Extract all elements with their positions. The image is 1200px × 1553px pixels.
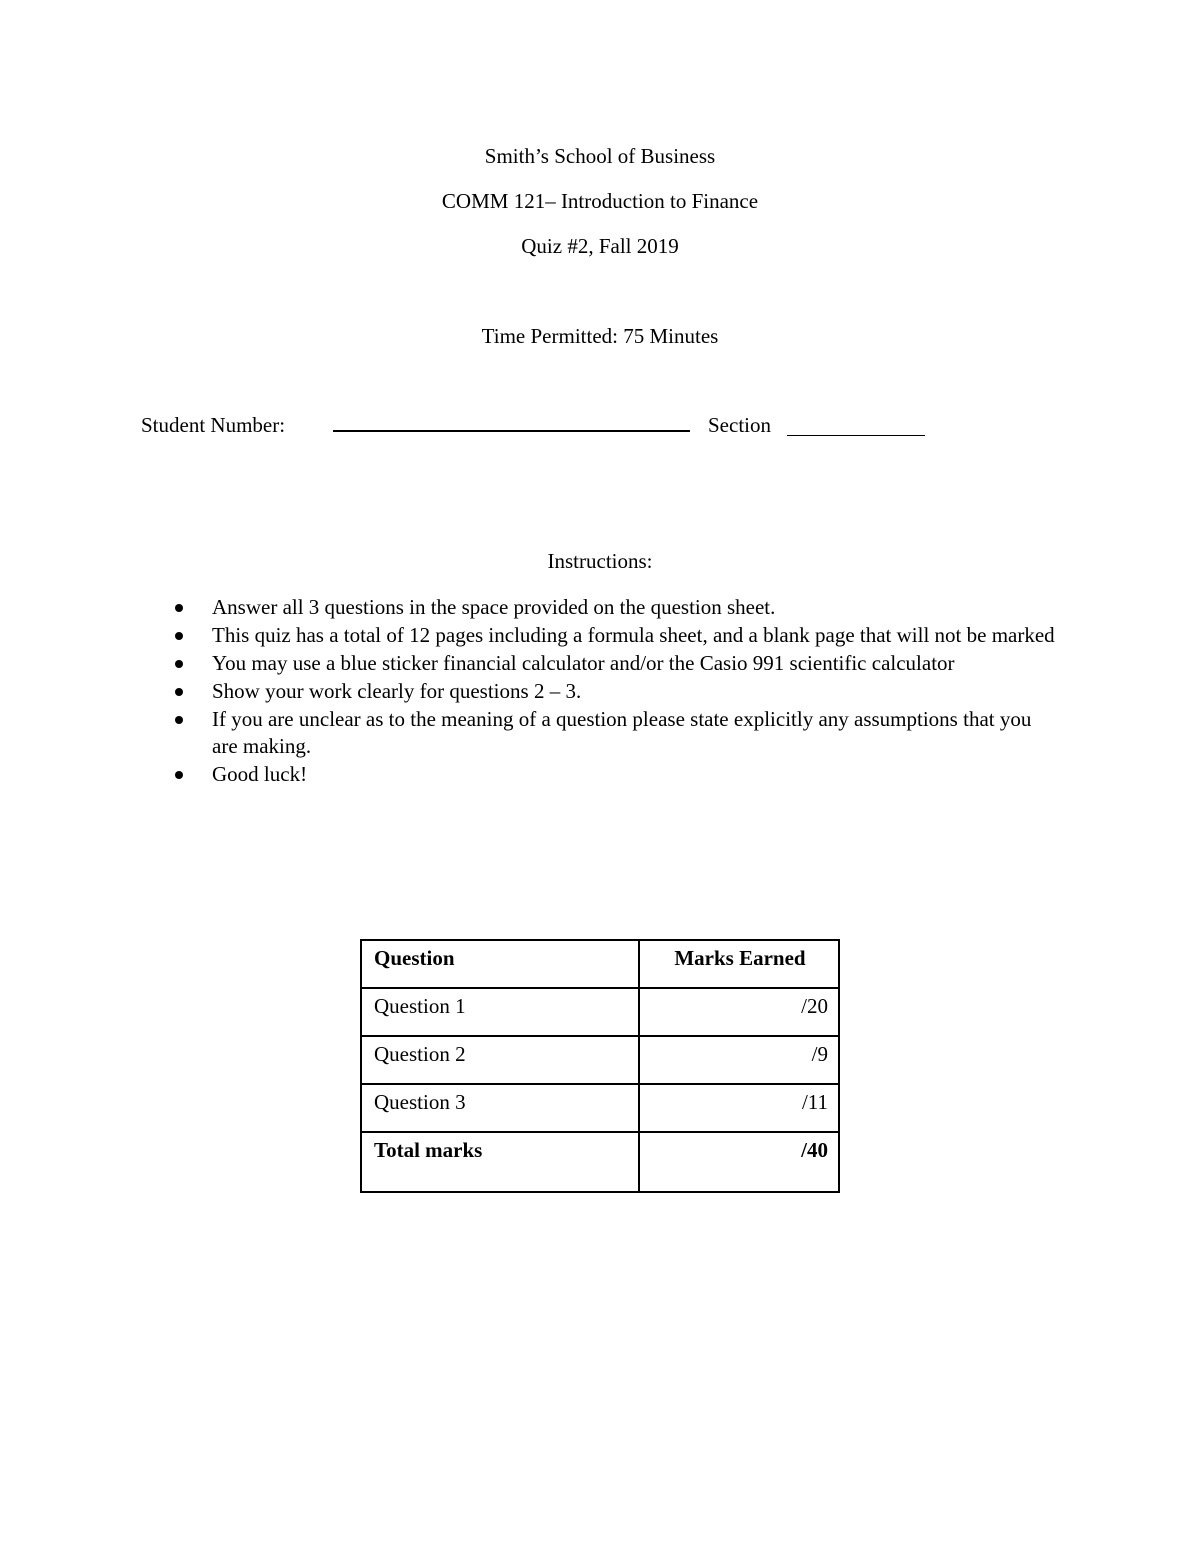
instruction-item: [172, 761, 1062, 788]
instruction-text: Answer all 3 questions in the space provided on the question sheet.: [212, 595, 776, 619]
section-field[interactable]: [787, 435, 925, 436]
marks-table: [360, 939, 840, 1193]
total-marks: /40: [639, 1132, 839, 1192]
instructions-list: [172, 594, 1062, 789]
instruction-text: Good luck!: [212, 762, 308, 786]
bullet-icon: [175, 604, 183, 612]
table-row: [361, 1036, 839, 1084]
instruction-item: [172, 594, 1062, 621]
header-marks-earned: Marks Earned: [639, 940, 839, 988]
table-header-row: [361, 940, 839, 988]
bullet-icon: [175, 771, 183, 779]
question-cell: Question 3: [361, 1084, 639, 1132]
section-label: Section: [708, 413, 771, 437]
time-permitted: Time Permitted: 75 Minutes: [481, 324, 719, 348]
bullet-icon: [175, 716, 183, 724]
table-row: [361, 1084, 839, 1132]
question-cell: Question 2: [361, 1036, 639, 1084]
question-cell: Question 1: [361, 988, 639, 1036]
bullet-icon: [175, 688, 183, 696]
instruction-text: You may use a blue sticker financial calculator and/or the Casio 991 scientific calculator: [212, 651, 955, 675]
instruction-text: Show your work clearly for questions 2 – 3.: [212, 679, 582, 703]
marks-cell: /9: [639, 1036, 839, 1084]
total-label: Total marks: [361, 1132, 639, 1192]
total-row: [361, 1132, 839, 1192]
school-name: Smith’s School of Business: [484, 144, 716, 168]
instruction-text: This quiz has a total of 12 pages including a formula sheet, and a blank page that will not be marked: [212, 623, 1055, 647]
student-number-label: Student Number:: [141, 413, 286, 437]
instruction-item: [172, 650, 1062, 677]
quiz-title: Quiz #2, Fall 2019: [521, 234, 679, 258]
instruction-item: [172, 706, 1062, 760]
bullet-icon: [175, 660, 183, 668]
student-number-field[interactable]: [333, 430, 690, 432]
marks-cell: /20: [639, 988, 839, 1036]
table-row: [361, 988, 839, 1036]
marks-cell: /11: [639, 1084, 839, 1132]
instruction-item: [172, 622, 1062, 649]
instruction-item: [172, 678, 1062, 705]
header-question: Question: [361, 940, 639, 988]
instruction-text: If you are unclear as to the meaning of a question please state explicitly any assumptions that you are making.: [212, 707, 1032, 758]
course-title: COMM 121– Introduction to Finance: [441, 189, 759, 213]
bullet-icon: [175, 632, 183, 640]
instructions-heading: Instructions:: [547, 549, 653, 573]
